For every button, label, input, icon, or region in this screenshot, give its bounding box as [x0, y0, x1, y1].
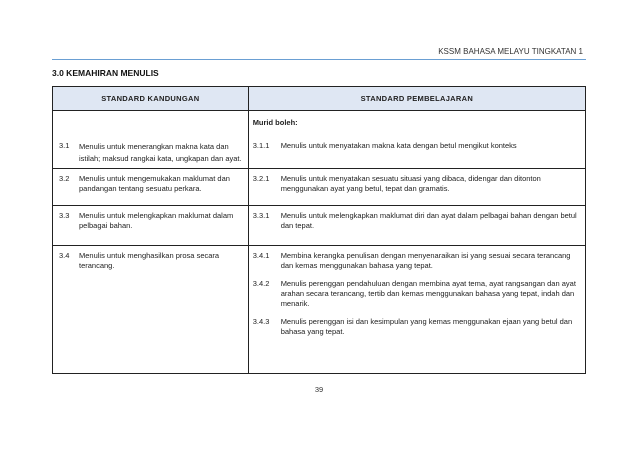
kandungan-cell	[53, 169, 249, 206]
kandungan-cell	[53, 246, 249, 374]
pembelajaran-number: 3.2.1	[252, 174, 270, 183]
pembelajaran-text: Menulis untuk menyatakan makna kata dengan betul mengikut konteks	[280, 141, 517, 150]
table-header-row	[53, 87, 586, 111]
curriculum-table	[52, 86, 586, 374]
header-divider	[52, 59, 586, 60]
page-number: 39	[314, 385, 324, 394]
pembelajaran-text: Menulis untuk menyatakan sesuatu situasi yang dibaca, didengar dan ditonton menggunakan ayat yang betul, tepat dan gramatis.	[280, 174, 541, 193]
kandungan-number: 3.3	[59, 211, 70, 220]
kandungan-text: Menulis untuk menghasilkan prosa secara terancang.	[79, 251, 220, 270]
pembelajaran-cell	[248, 246, 585, 374]
document-header-title: KSSM BAHASA MELAYU TINGKATAN 1	[438, 47, 583, 56]
kandungan-cell	[53, 111, 249, 169]
table-row	[53, 111, 586, 169]
kandungan-text: Menulis untuk mengemukakan maklumat dan pandangan tentang sesuatu perkara.	[79, 174, 230, 193]
pembelajaran-number: 3.4.2	[252, 279, 270, 288]
pembelajaran-number: 3.1.1	[252, 141, 270, 150]
pembelajaran-number: 3.4.3	[252, 317, 270, 326]
section-title: 3.0 KEMAHIRAN MENULIS	[52, 68, 159, 78]
pembelajaran-text: Menulis untuk melengkapkan maklumat diri dan ayat dalam pelbagai bahan dengan betul dan tepat.	[280, 211, 577, 230]
pembelajaran-number: 3.3.1	[252, 211, 270, 220]
table-row	[53, 206, 586, 246]
kandungan-text: Menulis untuk melengkapkan maklumat dalam pelbagai bahan.	[79, 211, 234, 230]
pembelajaran-cell	[248, 206, 585, 246]
table-row	[53, 246, 586, 374]
kandungan-number: 3.1	[59, 141, 70, 150]
murid-boleh-label: Murid boleh:	[252, 118, 298, 127]
pembelajaran-text: Membina kerangka penulisan dengan menyenaraikan isi yang sesuai secara terancang dan kemas menggunakan bahasa yang tepat.	[280, 251, 571, 270]
kandungan-number: 3.4	[59, 251, 70, 260]
pembelajaran-cell	[248, 169, 585, 206]
header-standard-pembelajaran: STANDARD PEMBELAJARAN	[248, 87, 585, 111]
pembelajaran-text: Menulis perenggan isi dan kesimpulan yang kemas menggunakan ejaan yang betul dan bahasa yang tepat.	[280, 317, 573, 336]
pembelajaran-cell	[248, 111, 585, 169]
pembelajaran-text: Menulis perenggan pendahuluan dengan membina ayat tema, ayat rangsangan dan ayat arahan secara terancang, tertib dan kemas menggunakan bahasa yang tepat, indah dan menarik.	[280, 279, 576, 308]
kandungan-cell	[53, 206, 249, 246]
table-row	[53, 169, 586, 206]
kandungan-number: 3.2	[59, 174, 70, 183]
kandungan-text: Menulis untuk menerangkan makna kata dan istilah; maksud rangkai kata, ungkapan dan ayat.	[79, 142, 242, 163]
pembelajaran-number: 3.4.1	[252, 251, 270, 260]
header-standard-kandungan: STANDARD KANDUNGAN	[53, 87, 249, 111]
